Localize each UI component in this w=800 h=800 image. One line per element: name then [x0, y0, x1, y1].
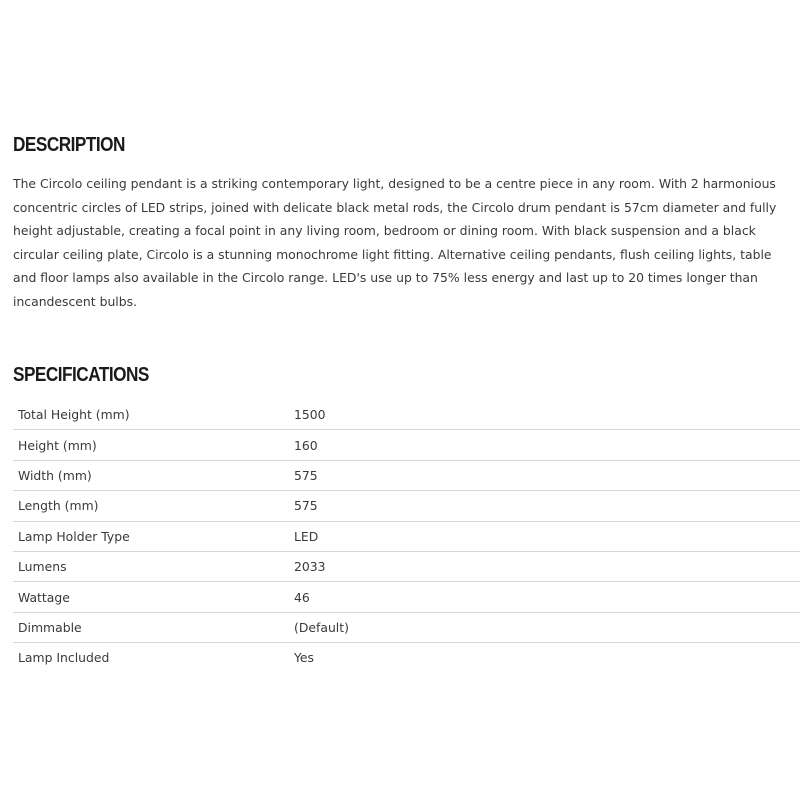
spec-label: Lamp Included — [13, 643, 289, 673]
spec-row-length — [13, 491, 800, 521]
spec-value: 575 — [289, 491, 800, 521]
spec-value: Yes — [289, 643, 800, 673]
spec-row-lumens — [13, 551, 800, 581]
spec-label: Length (mm) — [13, 491, 289, 521]
spec-label: Width (mm) — [13, 460, 289, 490]
spec-row-dimmable — [13, 612, 800, 642]
spec-label: Height (mm) — [13, 430, 289, 460]
spec-value: 575 — [289, 460, 800, 490]
spec-label: Total Height (mm) — [18, 407, 130, 423]
spec-value: 2033 — [289, 551, 800, 581]
spec-label: Lamp Holder Type — [13, 521, 289, 551]
specifications-heading: SPECIFICATIONS — [13, 364, 149, 386]
specifications-table — [13, 400, 800, 673]
spec-row-wattage — [13, 582, 800, 612]
spec-value: LED — [289, 521, 800, 551]
spec-value: (Default) — [289, 612, 800, 642]
spec-row-lamp-holder-type — [13, 521, 800, 551]
spec-value: 160 — [289, 430, 800, 460]
description-text: The Circolo ceiling pendant is a striking contemporary light, designed to be a centre piece in any room. With 2 harmonious concentric circles of LED strips, joined with delicate black metal rods, the Circolo drum pendant is 57cm diameter and fully height adjustable, creating a focal point in any living room, bedroom or dining room. With black suspension and a black circular ceiling plate, Circolo is a stunning monochrome light fitting. Alternative ceiling pendants, flush ceiling lights, table and floor lamps also available in the Circolo range. LED's use up to 75% less energy and last up to 20 times longer than incandescent bulbs. — [13, 176, 777, 309]
spec-value: 1500 — [294, 407, 326, 423]
spec-label: Lumens — [13, 551, 289, 581]
spec-row-height — [13, 430, 800, 460]
spec-row-total-height — [13, 400, 800, 430]
spec-row-width — [13, 460, 800, 490]
spec-label: Dimmable — [13, 612, 289, 642]
description-heading: DESCRIPTION — [13, 134, 125, 156]
spec-value: 46 — [289, 582, 800, 612]
spec-row-lamp-included — [13, 643, 800, 673]
spec-label: Wattage — [13, 582, 289, 612]
